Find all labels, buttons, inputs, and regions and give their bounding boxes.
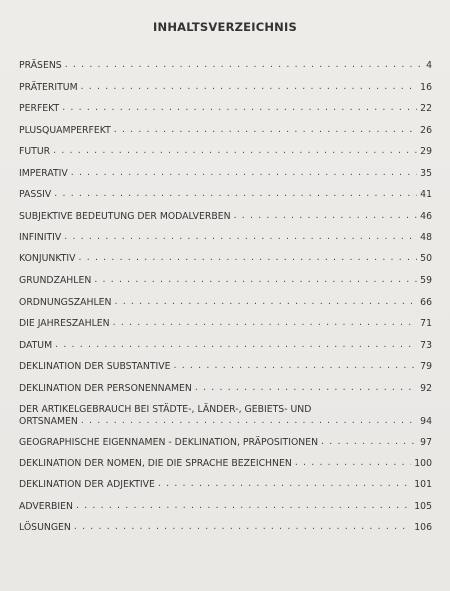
toc-entry — [19, 60, 432, 72]
toc-entry-page-number: 29 — [420, 146, 432, 157]
toc-entry-page-number: 59 — [420, 275, 432, 286]
toc-entry-page-number: 73 — [420, 340, 432, 351]
toc-entry — [19, 146, 432, 158]
dot-leader — [321, 436, 417, 448]
toc-entry-label: IMPERATIV — [19, 168, 68, 179]
toc-entry-row — [19, 340, 432, 352]
dot-leader — [62, 102, 417, 114]
toc-entry — [19, 383, 432, 395]
toc-entry-row — [19, 437, 432, 449]
toc-entry-row — [19, 479, 432, 491]
toc-entry — [19, 211, 432, 223]
toc-entry-page-number: 94 — [420, 416, 432, 427]
toc-entry — [19, 318, 432, 330]
toc-entry-row — [19, 82, 432, 94]
toc-entry-row — [19, 297, 432, 309]
toc-entry-row — [19, 146, 432, 158]
dot-leader — [79, 252, 418, 264]
toc-entry-row — [19, 125, 432, 137]
toc-entry-label: GEOGRAPHISCHE EIGENNAMEN - DEKLINATION, PRÄPOSITIONEN — [19, 437, 319, 448]
toc-entry-row — [19, 253, 432, 265]
dot-leader — [158, 478, 411, 490]
page-title: INHALTSVERZEICHNIS — [153, 20, 297, 34]
dot-leader — [71, 167, 417, 179]
toc-entry — [19, 297, 432, 309]
toc-entry-row — [19, 501, 432, 513]
toc-entry-row — [19, 275, 432, 287]
toc-entry-page-number: 106 — [414, 522, 432, 533]
toc-entry-row — [19, 458, 432, 470]
toc-entry-row — [19, 318, 432, 330]
toc-entry-label: DEKLINATION DER ADJEKTIVE — [19, 479, 155, 490]
dot-leader — [114, 124, 417, 136]
toc-entry-label: PLUSQUAMPERFEKT — [19, 125, 111, 136]
toc-entry-label: GRUNDZAHLEN — [19, 275, 92, 286]
toc-entry-page-number: 92 — [420, 383, 432, 394]
toc-entry-page-number: 97 — [420, 437, 432, 448]
toc-entry-label: SUBJEKTIVE BEDEUTUNG DER MODALVERBEN — [19, 211, 231, 222]
toc-entry — [19, 189, 432, 201]
toc-entry-page-number: 35 — [420, 168, 432, 179]
toc-list — [19, 60, 432, 534]
toc-entry-page-number: 105 — [414, 501, 432, 512]
dot-leader — [53, 145, 417, 157]
toc-entry — [19, 168, 432, 180]
dot-leader — [113, 317, 418, 329]
dot-leader — [234, 210, 418, 222]
toc-entry — [19, 275, 432, 287]
toc-entry-label: PASSIV — [19, 189, 52, 200]
toc-entry-label: DATUM — [19, 340, 53, 351]
dot-leader — [295, 457, 411, 469]
toc-entry-page-number: 66 — [420, 297, 432, 308]
toc-entry — [19, 522, 432, 534]
toc-entry — [19, 458, 432, 470]
toc-entry-row — [19, 60, 432, 72]
toc-entry-row — [19, 416, 432, 428]
toc-entry-page-number: 16 — [420, 82, 432, 93]
toc-entry-label: DEKLINATION DER PERSONENNAMEN — [19, 383, 192, 394]
toc-entry-page-number: 48 — [420, 232, 432, 243]
toc-entry-row — [19, 522, 432, 534]
toc-entry-label: PRÄTERITUM — [19, 82, 78, 93]
dot-leader — [74, 521, 411, 533]
toc-entry — [19, 361, 432, 373]
toc-entry-label: ORTSNAMEN — [19, 416, 78, 427]
dot-leader — [54, 188, 417, 200]
dot-leader — [81, 415, 417, 427]
toc-entry-row — [19, 383, 432, 395]
toc-entry-row — [19, 168, 432, 180]
toc-entry-row — [19, 103, 432, 115]
toc-entry — [19, 501, 432, 513]
toc-entry-label: ADVERBIEN — [19, 501, 73, 512]
toc-entry — [19, 479, 432, 491]
toc-entry-row — [19, 189, 432, 201]
toc-entry-label: DIE JAHRESZAHLEN — [19, 318, 110, 329]
toc-entry-label: INFINITIV — [19, 232, 62, 243]
toc-entry-page-number: 46 — [420, 211, 432, 222]
toc-entry-row — [19, 361, 432, 373]
toc-entry — [19, 125, 432, 137]
toc-entry — [19, 232, 432, 244]
toc-entry — [19, 103, 432, 115]
toc-entry-label: LÖSUNGEN — [19, 522, 71, 533]
toc-entry-label: ORDNUNGSZAHLEN — [19, 297, 112, 308]
dot-leader — [76, 500, 411, 512]
dot-leader — [195, 382, 417, 394]
toc-entry-page-number: 26 — [420, 125, 432, 136]
toc-entry-page-number: 22 — [420, 103, 432, 114]
toc-entry-label: PRÄSENS — [19, 60, 62, 71]
toc-entry-page-number: 79 — [420, 361, 432, 372]
toc-entry-page-number: 50 — [420, 253, 432, 264]
toc-entry-label: KONJUNKTIV — [19, 253, 76, 264]
toc-entry-page-number: 4 — [426, 60, 432, 71]
toc-entry-label: DEKLINATION DER SUBSTANTIVE — [19, 361, 171, 372]
toc-entry-label-line1: DER ARTIKELGEBRAUCH BEI STÄDTE-, LÄNDER-, GEBIETS- UND — [19, 404, 312, 415]
toc-entry — [19, 404, 432, 428]
toc-entry-label: FUTUR — [19, 146, 51, 157]
dot-leader — [64, 231, 417, 243]
toc-entry-page-number: 41 — [420, 189, 432, 200]
dot-leader — [81, 81, 418, 93]
dot-leader — [55, 339, 417, 351]
toc-entry — [19, 437, 432, 449]
toc-entry-row — [19, 211, 432, 223]
toc-entry — [19, 253, 432, 265]
dot-leader — [94, 274, 417, 286]
dot-leader — [114, 296, 417, 308]
toc-entry-label: PERFEKT — [19, 103, 60, 114]
toc-entry-page-number: 101 — [414, 479, 432, 490]
toc-entry — [19, 82, 432, 94]
toc-entry-label: DEKLINATION DER NOMEN, DIE DIE SPRACHE BEZEICHNEN — [19, 458, 292, 469]
toc-entry-page-number: 71 — [420, 318, 432, 329]
toc-entry-row — [19, 232, 432, 244]
dot-leader — [174, 360, 418, 372]
toc-entry-page-number: 100 — [414, 458, 432, 469]
toc-entry — [19, 340, 432, 352]
dot-leader — [65, 59, 423, 71]
